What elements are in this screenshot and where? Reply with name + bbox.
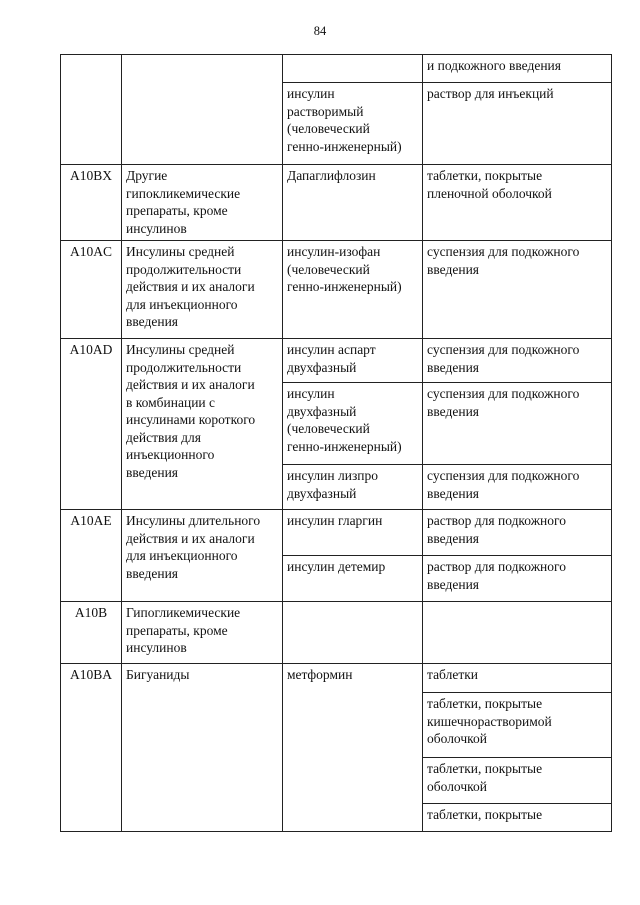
form-cell: и подкожного введения xyxy=(423,55,612,83)
atc-code-cell: A10BA xyxy=(61,664,122,832)
drug-cell: инсулин гларгин xyxy=(283,510,423,556)
form-cell: раствор для подкожного введения xyxy=(423,510,612,556)
atc-code-cell: A10AD xyxy=(61,339,122,510)
table-row xyxy=(61,339,612,383)
form-cell: таблетки xyxy=(423,664,612,693)
table-row xyxy=(61,510,612,556)
group-cell: Бигуаниды xyxy=(122,664,283,832)
table-row xyxy=(61,664,612,693)
drug-cell: инсулин детемир xyxy=(283,556,423,602)
drug-cell: инсулин лизпро двухфазный xyxy=(283,465,423,510)
form-cell xyxy=(423,602,612,664)
form-cell: таблетки, покрытые оболочкой xyxy=(423,758,612,804)
atc-code-cell: A10AE xyxy=(61,510,122,602)
table-row xyxy=(61,55,612,83)
group-cell: Гипогликемические препараты, кроме инсулинов xyxy=(122,602,283,664)
form-cell: суспензия для подкожного введения xyxy=(423,339,612,383)
table-row xyxy=(61,241,612,339)
drug-cell: Дапаглифлозин xyxy=(283,165,423,241)
atc-code-cell: A10B xyxy=(61,602,122,664)
group-cell xyxy=(122,55,283,165)
drug-cell: инсулин-изофан (человеческий генно-инженерный) xyxy=(283,241,423,339)
drug-table xyxy=(60,54,612,832)
drug-cell: метформин xyxy=(283,664,423,832)
drug-cell xyxy=(283,55,423,83)
form-cell: раствор для инъекций xyxy=(423,83,612,165)
group-cell: Инсулины средней продолжительности действия и их аналоги в комбинации с инсулинами короткого действия для инъекционного введения xyxy=(122,339,283,510)
drug-cell: инсулин аспарт двухфазный xyxy=(283,339,423,383)
atc-code-cell: A10BX xyxy=(61,165,122,241)
drug-cell: инсулин двухфазный (человеческий генно-инженерный) xyxy=(283,383,423,465)
drug-cell: инсулин растворимый (человеческий генно-инженерный) xyxy=(283,83,423,165)
atc-code-cell xyxy=(61,55,122,165)
form-cell: таблетки, покрытые кишечнорастворимой оболочкой xyxy=(423,693,612,758)
form-cell: таблетки, покрытые xyxy=(423,804,612,832)
table-row xyxy=(61,165,612,241)
atc-code-cell: A10AC xyxy=(61,241,122,339)
form-cell: таблетки, покрытые пленочной оболочкой xyxy=(423,165,612,241)
form-cell: раствор для подкожного введения xyxy=(423,556,612,602)
form-cell: суспензия для подкожного введения xyxy=(423,465,612,510)
group-cell: Инсулины длительного действия и их аналоги для инъекционного введения xyxy=(122,510,283,602)
group-cell: Другие гипокликемические препараты, кроме инсулинов xyxy=(122,165,283,241)
table-row xyxy=(61,602,612,664)
form-cell: суспензия для подкожного введения xyxy=(423,383,612,465)
page-number: 84 xyxy=(313,24,327,38)
drug-cell xyxy=(283,602,423,664)
form-cell: суспензия для подкожного введения xyxy=(423,241,612,339)
group-cell: Инсулины средней продолжительности действия и их аналоги для инъекционного введения xyxy=(122,241,283,339)
